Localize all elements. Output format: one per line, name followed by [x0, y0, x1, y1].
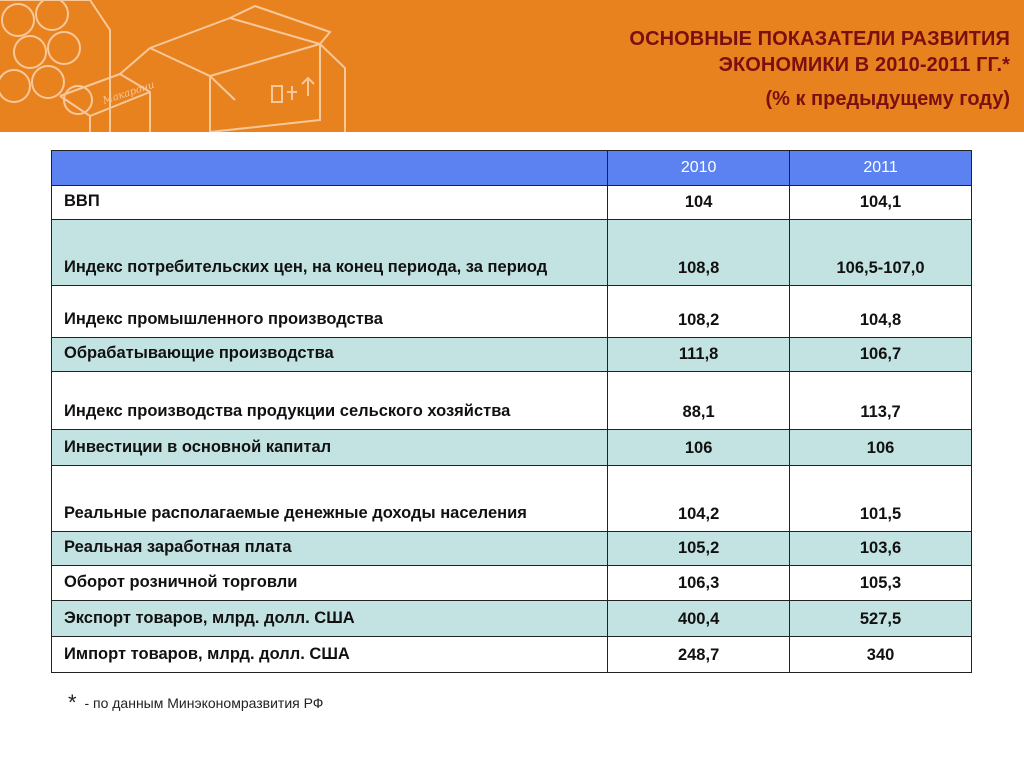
- table-row: [52, 637, 972, 673]
- value-2010: 400,4: [608, 601, 790, 637]
- value-2010: 248,7: [608, 637, 790, 673]
- value-2011: 104,8: [790, 286, 972, 338]
- value-2011: 105,3: [790, 566, 972, 601]
- table-row: [52, 566, 972, 601]
- row-label: Индекс производства продукции сельского хозяйства: [52, 372, 608, 430]
- row-label: Инвестиции в основной капитал: [52, 430, 608, 466]
- page-title-line-1: ОСНОВНЫЕ ПОКАЗАТЕЛИ РАЗВИТИЯ: [629, 28, 1010, 50]
- value-2010: 106: [608, 430, 790, 466]
- page-subtitle: (% к предыдущему году): [765, 88, 1010, 110]
- table-row: [52, 338, 972, 372]
- row-label: Реальные располагаемые денежные доходы населения: [52, 466, 608, 532]
- row-label: Индекс потребительских цен, на конец периода, за период: [52, 220, 608, 286]
- footnote: [68, 690, 323, 716]
- value-2010: 88,1: [608, 372, 790, 430]
- footnote-star: *: [68, 690, 77, 715]
- box-brand-label: Макарони: [101, 79, 156, 107]
- row-label: Оборот розничной торговли: [52, 566, 608, 601]
- value-2010: 104: [608, 186, 790, 220]
- value-2011: 101,5: [790, 466, 972, 532]
- row-label: Экспорт товаров, млрд. долл. США: [52, 601, 608, 637]
- value-2010: 111,8: [608, 338, 790, 372]
- column-header-2010: 2010: [608, 151, 790, 186]
- row-label: ВВП: [52, 186, 608, 220]
- boxes-illustration: [0, 0, 560, 132]
- value-2010: 105,2: [608, 532, 790, 566]
- value-2010: 108,2: [608, 286, 790, 338]
- table-row: [52, 466, 972, 532]
- value-2010: 108,8: [608, 220, 790, 286]
- table-row: [52, 372, 972, 430]
- title-block: [629, 26, 1010, 112]
- page-title-line-2: ЭКОНОМИКИ В 2010-2011 ГГ.*: [718, 54, 1010, 76]
- table-row: [52, 532, 972, 566]
- value-2011: 106: [790, 430, 972, 466]
- footnote-text: - по данным Минэкономразвития РФ: [84, 695, 324, 711]
- value-2011: 527,5: [790, 601, 972, 637]
- value-2010: 104,2: [608, 466, 790, 532]
- value-2011: 340: [790, 637, 972, 673]
- table-row: [52, 186, 972, 220]
- indicators-table: [51, 150, 972, 673]
- table-row: [52, 601, 972, 637]
- value-2011: 113,7: [790, 372, 972, 430]
- column-header-2011: 2011: [790, 151, 972, 186]
- table-row: [52, 220, 972, 286]
- row-label: Индекс промышленного производства: [52, 286, 608, 338]
- value-2011: 106,5-107,0: [790, 220, 972, 286]
- header-banner: [0, 0, 1024, 132]
- table-row: [52, 286, 972, 338]
- table-row: [52, 430, 972, 466]
- row-label: Обрабатывающие производства: [52, 338, 608, 372]
- column-header-indicator: [52, 151, 608, 186]
- value-2010: 106,3: [608, 566, 790, 601]
- value-2011: 104,1: [790, 186, 972, 220]
- table-header-row: [52, 151, 972, 186]
- row-label: Реальная заработная плата: [52, 532, 608, 566]
- value-2011: 106,7: [790, 338, 972, 372]
- value-2011: 103,6: [790, 532, 972, 566]
- row-label: Импорт товаров, млрд. долл. США: [52, 637, 608, 673]
